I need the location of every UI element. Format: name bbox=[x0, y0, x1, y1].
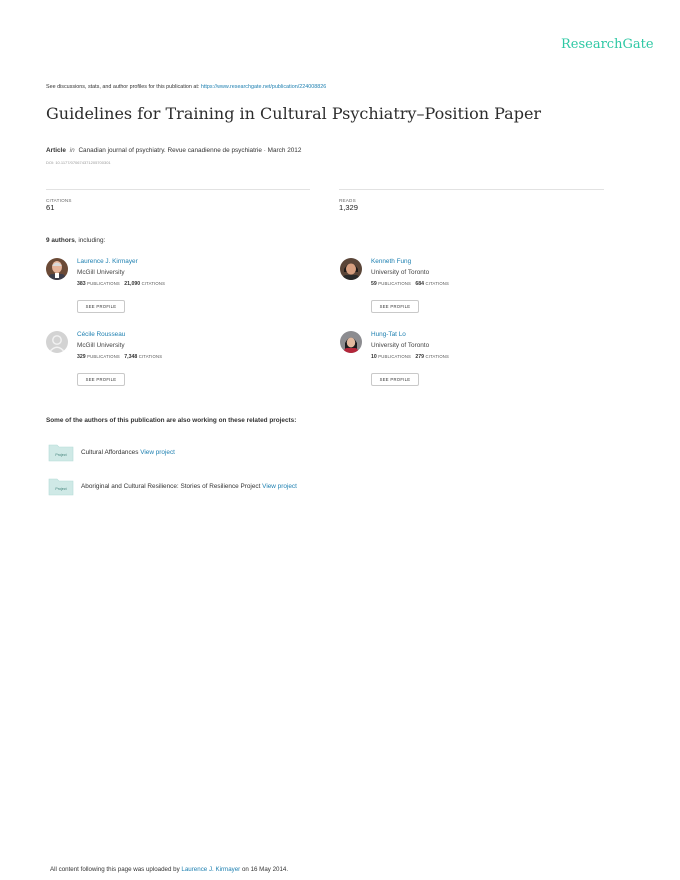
footer-prefix: All content following this page was uploaded by bbox=[50, 866, 180, 873]
project-name: Cultural Affordances bbox=[81, 449, 139, 456]
author-stats bbox=[77, 281, 165, 287]
see-profile-button[interactable]: SEE PROFILE bbox=[77, 300, 125, 313]
author-stats bbox=[371, 354, 449, 360]
citation-count: 279 bbox=[415, 354, 425, 360]
uploader-link[interactable]: Laurence J. Kirmayer bbox=[181, 866, 241, 873]
author-name-link[interactable]: Cécile Rousseau bbox=[77, 331, 126, 338]
citations-value: 61 bbox=[46, 203, 55, 212]
publication-count: 329 bbox=[77, 354, 86, 360]
author-institution: McGill University bbox=[77, 269, 125, 276]
author-avatar[interactable] bbox=[46, 331, 68, 353]
author-institution: University of Toronto bbox=[371, 342, 430, 349]
reads-divider bbox=[339, 189, 604, 190]
see-profile-button[interactable]: SEE PROFILE bbox=[77, 373, 125, 386]
view-project-link[interactable]: View project bbox=[262, 483, 297, 490]
author-name-link[interactable]: Hung-Tat Lo bbox=[371, 331, 406, 338]
author-card bbox=[371, 258, 449, 287]
publication-count: 59 bbox=[371, 281, 377, 287]
discussion-prefix: See discussions, stats, and author profiles for this publication at: bbox=[46, 84, 200, 90]
citation-count: 7,348 bbox=[124, 354, 138, 360]
reads-label: READS bbox=[339, 198, 356, 203]
project-folder-icon bbox=[48, 476, 74, 496]
footer-suffix: on 16 May 2014. bbox=[241, 866, 289, 873]
upload-footer bbox=[50, 866, 288, 873]
citations-caption: CITATIONS bbox=[425, 354, 449, 359]
publication-type: Article bbox=[46, 147, 66, 154]
citations-caption: CITATIONS bbox=[425, 281, 449, 286]
author-name-link[interactable]: Laurence J. Kirmayer bbox=[77, 258, 138, 265]
researchgate-logo[interactable]: ResearchGate bbox=[561, 37, 654, 52]
discussion-line bbox=[46, 84, 326, 90]
publication-url-link[interactable]: https://www.researchgate.net/publication/224008826 bbox=[200, 84, 327, 90]
project-name: Aboriginal and Cultural Resilience: Stories of Resilience Project bbox=[81, 483, 261, 490]
citations-divider bbox=[46, 189, 310, 190]
publication-title: Guidelines for Training in Cultural Psychiatry–Position Paper bbox=[46, 104, 542, 123]
citations-label: CITATIONS bbox=[46, 198, 72, 203]
author-card bbox=[371, 331, 449, 360]
publications-caption: PUBLICATIONS bbox=[378, 281, 412, 286]
publications-caption: PUBLICATIONS bbox=[87, 354, 120, 359]
view-project-link[interactable]: View project bbox=[140, 449, 175, 456]
author-name-link[interactable]: Kenneth Fung bbox=[371, 258, 412, 265]
author-institution: McGill University bbox=[77, 342, 125, 349]
citation-count: 21,090 bbox=[124, 281, 141, 287]
in-word: in bbox=[69, 147, 75, 154]
see-profile-button[interactable]: SEE PROFILE bbox=[371, 300, 419, 313]
publication-meta bbox=[46, 147, 301, 154]
related-projects-header: Some of the authors of this publication are also working on these related projects: bbox=[46, 417, 297, 424]
author-avatar[interactable] bbox=[46, 258, 68, 280]
reads-stat bbox=[339, 198, 358, 212]
author-photo-icon bbox=[340, 258, 362, 280]
project-badge: Project bbox=[55, 453, 67, 457]
citations-stat bbox=[46, 198, 72, 212]
author-card bbox=[77, 331, 162, 360]
author-photo-icon bbox=[340, 331, 362, 353]
author-stats bbox=[77, 354, 162, 360]
see-profile-button[interactable]: SEE PROFILE bbox=[371, 373, 419, 386]
authors-header bbox=[46, 237, 105, 244]
project-folder-icon bbox=[48, 442, 74, 462]
journal-name: Canadian journal of psychiatry. Revue canadienne de psychiatrie · March 2012 bbox=[78, 147, 302, 154]
project-row bbox=[81, 449, 175, 456]
project-row bbox=[81, 483, 297, 490]
project-badge: Project bbox=[55, 487, 67, 491]
publication-count: 10 bbox=[371, 354, 377, 360]
author-avatar[interactable] bbox=[340, 331, 362, 353]
author-avatar[interactable] bbox=[340, 258, 362, 280]
reads-value: 1,329 bbox=[339, 203, 359, 212]
author-card bbox=[77, 258, 165, 287]
author-stats bbox=[371, 281, 449, 287]
author-photo-icon bbox=[46, 258, 68, 280]
doi-text: DOI: 10.1177/070674371205700301 bbox=[46, 160, 111, 165]
citations-caption: CITATIONS bbox=[138, 354, 163, 359]
default-avatar-icon bbox=[46, 331, 68, 353]
citation-count: 684 bbox=[415, 281, 425, 287]
authors-suffix: , including: bbox=[74, 237, 106, 244]
publications-caption: PUBLICATIONS bbox=[87, 281, 120, 286]
publications-caption: PUBLICATIONS bbox=[378, 354, 412, 359]
citations-caption: CITATIONS bbox=[141, 281, 166, 286]
authors-count: 9 authors bbox=[46, 237, 75, 244]
author-institution: University of Toronto bbox=[371, 269, 430, 276]
publication-count: 383 bbox=[77, 281, 86, 287]
